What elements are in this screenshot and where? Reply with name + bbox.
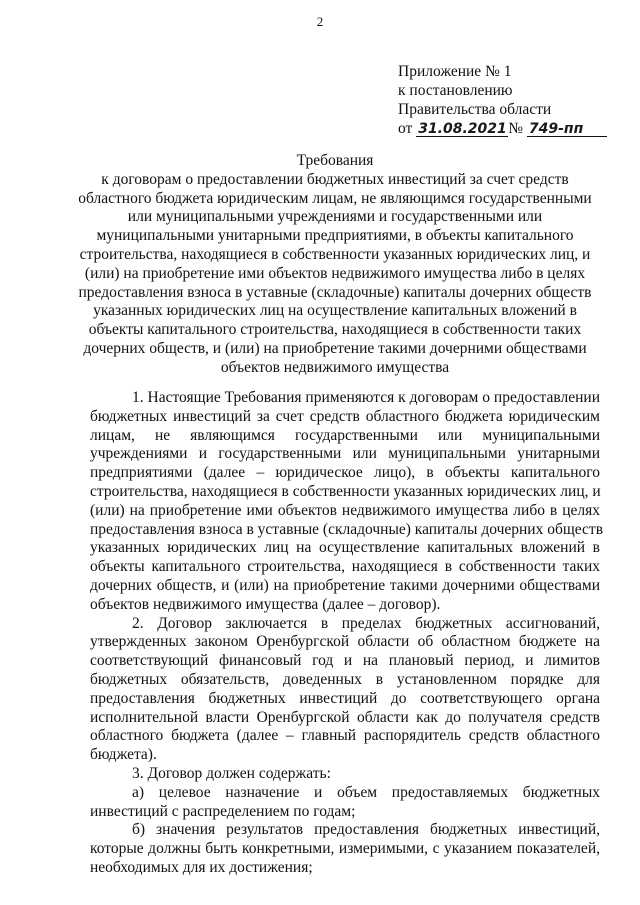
body-line: объекты капитального строительства, находящиеся в собственности таких <box>90 558 600 576</box>
body-line: областного бюджета (далее – главный распорядитель средств областного <box>90 727 600 745</box>
page-number: 2 <box>316 14 324 29</box>
body-line: строительства, находящиеся в собственности указанных юридических лиц, и <box>90 482 601 500</box>
body-line: б) значения результатов предоставления бюджетных инвестиций, <box>132 821 600 839</box>
body-line: а) целевое назначение и объем предоставляемых бюджетных <box>132 783 600 801</box>
document-body <box>90 389 604 878</box>
title-heading: Требования <box>296 152 374 169</box>
body-line: предприятиями (далее – юридическое лицо), в объекты капитального <box>90 464 600 482</box>
body-line: соответствующий финансовый год и на плановый период, и лимитов <box>90 652 600 670</box>
appendix-line-1: Приложение № 1 <box>398 63 512 80</box>
handwritten-date: 31.08.2021 <box>418 121 507 137</box>
body-line: 3. Договор должен содержать: <box>132 764 331 782</box>
body-line: объектов недвижимого имущества (далее – договор). <box>90 595 441 613</box>
title-line: (или) на приобретение ими объектов недвижимого имущества либо в целях <box>84 264 586 282</box>
appendix-date-line <box>398 119 607 138</box>
handwritten-number: 749-пп <box>527 122 607 137</box>
body-line: 1. Настоящие Требования применяются к договорам о предоставлении <box>132 389 600 406</box>
title-line: к договорам о предоставлении бюджетных инвестиций за счет средств <box>101 170 569 188</box>
body-line: учреждениями и государственными или муниципальными унитарными <box>90 445 600 463</box>
title-line: или муниципальными учреждениями и государственными или <box>127 208 543 226</box>
from-label: от <box>398 120 413 137</box>
body-line: предоставления бюджетных инвестиций до соответствующего органа <box>90 689 600 707</box>
document-title <box>70 152 600 378</box>
body-line: которые должны быть конкретными, измеримыми, с указанием показателей, <box>90 840 600 858</box>
title-line: областного бюджета юридическим лицам, не являющимся государственными <box>78 189 592 207</box>
title-line: дочерних обществ, и (или) на приобретение такими дочерними обществами <box>83 339 587 357</box>
title-line: указанных юридических лиц на осуществление капитальных вложений в <box>93 302 577 320</box>
title-line: строительства, находящиеся в собственности указанных юридических лиц, и <box>79 245 591 263</box>
body-line: исполнительной власти Оренбургской области как до получателя средств <box>90 708 600 726</box>
number-label: № <box>508 120 523 137</box>
body-line: указанных юридических лиц на осуществление капитальных вложений в <box>90 539 600 557</box>
body-line: утвержденных законом Оренбургской области об областном бюджете на <box>90 633 600 651</box>
body-line: (или) на приобретение ими объектов недвижимого имущества либо в целях <box>90 501 600 519</box>
title-line: объекты капитального строительства, находящиеся в собственности таких <box>88 321 582 339</box>
body-line: бюджетных обязательств, доведенных в установленном порядке для <box>90 670 600 688</box>
body-line: предоставления взноса в уставные (складочные) капиталы дочерних обществ <box>90 520 604 538</box>
body-line: инвестиций с распределением по годам; <box>90 802 356 820</box>
body-line: дочерних обществ, и (или) на приобретение такими дочерними обществами <box>90 576 600 594</box>
title-line: предоставления взноса в уставные (складочные) капиталы дочерних обществ <box>78 283 592 301</box>
appendix-line-2: к постановлению <box>398 82 513 99</box>
body-line: бюджета). <box>90 746 157 764</box>
body-line: 2. Договор заключается в пределах бюджетных ассигнований, <box>132 614 600 632</box>
body-line: бюджетных инвестиций за счет средств областного бюджета юридическим <box>90 407 600 425</box>
appendix-line-3: Правительства области <box>398 101 552 118</box>
title-line: объектов недвижимого имущества <box>220 358 450 376</box>
appendix-block <box>398 62 607 138</box>
title-line: муниципальными унитарными предприятиями, в объекты капитального <box>96 227 574 245</box>
body-line: необходимых для их достижения; <box>90 858 313 876</box>
body-line: лицам, не являющимся государственными или муниципальными <box>90 426 600 444</box>
